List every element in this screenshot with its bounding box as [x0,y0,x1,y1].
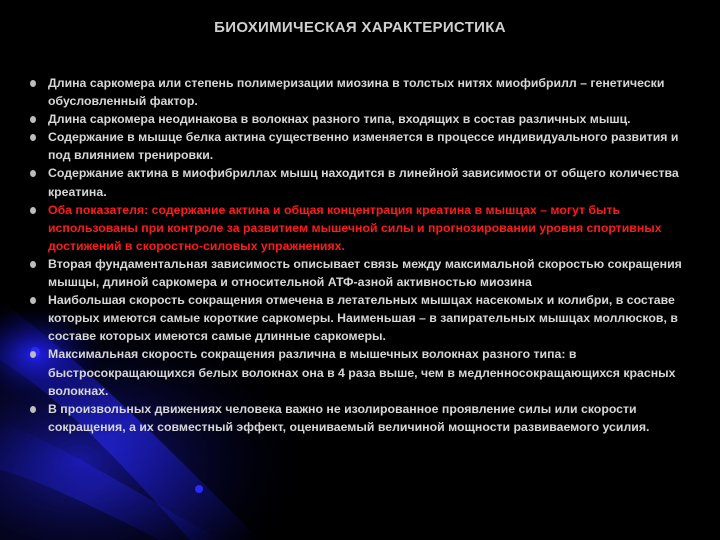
bullet-item [30,128,700,164]
bullet-text: Длина саркомера или степень полимеризации миозина в толстых нитях миофибрилл – генетически обусловленный фактор. [48,76,665,109]
bullet-text: Длина саркомера неодинакова в волокнах разного типа, входящих в состав различных мышц. [48,112,631,127]
bullet-dot-icon [30,134,36,141]
slide-title: БИОХИМИЧЕСКАЯ ХАРАКТЕРИСТИКА [214,19,506,36]
bullet-text: Содержание в мышце белка актина существенно изменяется в процессе индивидуального развития и под влиянием тренировки. [48,130,679,163]
bullet-text: Содержание актина в миофибриллах мышц находится в линейной зависимости от общего количества креатина. [48,166,679,199]
bullet-item [30,164,700,200]
bullet-item [30,255,700,291]
bullet-dot-icon [30,297,36,304]
bullet-item [30,74,700,110]
bullet-text: Наибольшая скорость сокращения отмечена в летательных мышцах насекомых и колибри, в составе которых имеются самые короткие саркомеры. Наименьшая – в запирательных мышцах моллюсков, в составе которых имеются самые длинные саркомеры. [48,293,678,344]
bullet-item-highlight [30,201,700,255]
bullet-dot-icon [30,406,36,413]
bullet-item [30,291,700,345]
bullet-dot-icon [30,351,36,358]
bullet-item [30,400,700,436]
bullet-item [30,110,700,128]
bullet-dot-icon [30,261,36,268]
bullet-text: Вторая фундаментальная зависимость описывает связь между максимальной скоростью сокращения мышцы, длиной саркомера и относительной АТФ-азной активностью миозина [48,256,682,290]
bullet-dot-icon [30,80,36,87]
bullet-item [30,345,700,399]
bullet-text: Максимальная скорость сокращения различна в мышечных волокнах разного типа: в быстросокращающихся белых волокнах она в 4 раза выше, чем в медленносокращающихся красных волокнах. [48,347,676,398]
bullet-dot-icon [30,207,36,214]
bullet-list [30,74,700,436]
bullet-dot-icon [30,170,36,177]
bullet-dot-icon [30,116,36,123]
bullet-text: В произвольных движениях человека важно не изолированное проявление силы или скорости сокращения, а их совместный эффект, оцениваемый величиной мощности развиваемого усилия. [48,401,650,434]
bullet-text: Оба показателя: содержание актина и общая концентрация креатина в мышцах – могут быть использованы при контроле за развитием мышечной силы и прогнозировании уровня спортивных достижений в скоростно-силовых упражнениях. [48,202,662,253]
